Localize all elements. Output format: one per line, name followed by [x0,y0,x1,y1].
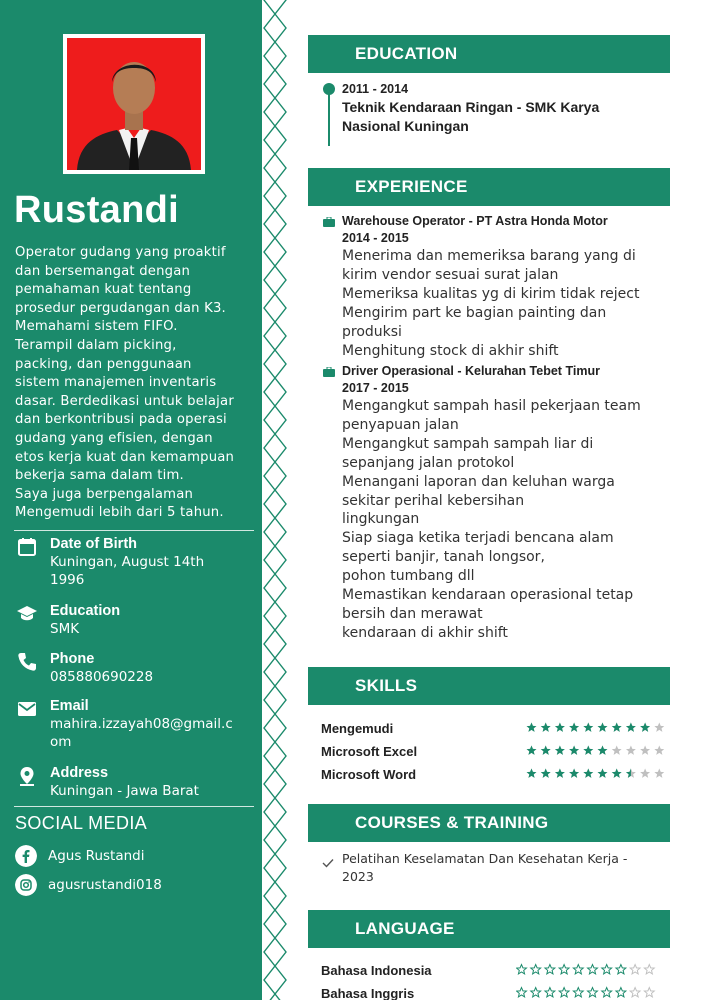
social-label: agusrustandi018 [48,877,162,893]
star-icon [527,746,537,755]
divider [14,530,254,531]
contact-value [50,553,260,589]
star-icon [640,723,650,732]
summary-line: Mengemudi lebih dari 5 tahun. [15,505,224,521]
contact-title: Address [50,765,109,781]
experience-task: penyapuan jalan [342,416,459,433]
star-icon [598,746,608,755]
facebook-icon [15,845,37,867]
star-icon [583,723,593,732]
skill-name: Microsoft Word [321,767,417,782]
contact-value [50,782,260,800]
contact-value [50,620,260,638]
instagram-icon [15,874,37,896]
social-item-facebook[interactable] [15,845,255,869]
skill-name: Mengemudi [321,721,394,736]
summary-line: sistem manajemen inventaris [15,375,217,391]
course-text-line: 2023 [342,869,374,884]
summary-line: prosedur pergudangan dan K3. [15,300,226,316]
star-icon [612,769,622,778]
experience-task: Memastikan kendaraan operasional tetap [342,587,634,604]
contact-value-line: om [50,734,72,750]
star-icon [541,723,551,732]
experience-task: Memeriksa kualitas yg di kirim tidak reject [342,285,640,302]
language-rating [516,985,658,1000]
experience-task: Menangani laporan dan keluhan warga [342,473,615,490]
star-icon [531,988,541,997]
language-rating [516,962,658,981]
summary-line: dan berkontribusi pada operasi [15,412,227,428]
experience-task: sekitar perihal kebersihan [342,492,525,509]
contact-value [50,668,260,686]
star-icon [626,723,636,732]
star-icon [541,746,551,755]
summary-line: Operator gudang yang proaktif [15,245,226,260]
contact-value-line: 085880690228 [50,669,154,685]
star-icon [654,769,664,778]
profile-summary [15,244,257,523]
language-name: Bahasa Inggris [321,986,415,1000]
skill-row [321,743,671,761]
star-icon [555,723,565,732]
experience-task: seperti banjir, tanah longsor, [342,549,545,566]
course-text-line: Pelatihan Keselamatan Dan Kesehatan Kerja - [342,851,628,866]
education-school [342,98,662,136]
contact-phone [15,650,255,690]
star-icon [598,723,608,732]
summary-line: pemahaman kuat tentang [15,282,192,298]
experience-tasks [342,397,662,643]
star-icon [612,723,622,732]
social-item-instagram[interactable] [15,874,255,898]
sidebar [0,0,262,1000]
contact-value-line: Kuningan, August 14th [50,554,205,570]
experience-entry [320,364,670,646]
star-icon [654,723,664,732]
star-icon [644,988,654,997]
star-icon [573,965,583,974]
summary-line: Saya juga berpengalaman [15,486,194,502]
star-icon [559,965,569,974]
contact-title: Education [50,603,121,619]
briefcase-icon [323,217,335,227]
experience-task: Menerima dan memeriksa barang yang di [342,248,636,264]
calendar-icon [17,537,37,557]
star-icon [569,769,579,778]
rating-stars [526,766,668,780]
contact-title: Email [50,698,89,714]
skill-name: Microsoft Excel [321,744,418,759]
social-label: Agus Rustandi [48,848,145,864]
experience-entry [320,214,670,362]
star-icon [527,723,537,732]
star-icon [517,988,527,997]
diamond-pattern-divider [262,0,288,1000]
contact-value [50,715,260,751]
section-header-skills: SKILLS [308,667,670,705]
star-icon [555,769,565,778]
contact-value-line: SMK [50,621,80,637]
star-icon [644,965,654,974]
social-media-title: SOCIAL MEDIA [15,813,148,833]
language-name: Bahasa Indonesia [321,963,432,978]
experience-task: bersih dan merawat [342,605,483,622]
rating-stars [526,720,668,734]
star-icon [545,988,555,997]
skill-row [321,766,671,784]
experience-task: Mengangkut sampah hasil pekerjaan team [342,398,641,414]
experience-task: produksi [342,323,402,340]
star-icon [602,965,612,974]
star-icon [626,769,636,778]
profile-photo [63,34,205,174]
summary-line: dasar. Berdedikasi untuk belajar [15,393,234,409]
star-icon [598,769,608,778]
experience-period: 2014 - 2015 [342,231,409,245]
star-icon [626,746,636,755]
section-header-language: LANGUAGE [308,910,670,948]
experience-tasks [342,247,662,360]
experience-task: Mengangkut sampah sampah liar di [342,435,594,452]
summary-line: etos kerja kuat dan kemampuan [15,449,235,465]
experience-task: Mengirim part ke bagian painting dan [342,304,607,321]
summary-line: packing, dan penggunaan [15,356,192,372]
course-text [342,850,652,886]
rating-stars [526,743,668,757]
section-header-education: EDUCATION [308,35,670,73]
skill-row [321,720,671,738]
briefcase-icon [323,367,335,377]
star-icon [517,965,527,974]
star-icon [527,769,537,778]
star-icon [555,746,565,755]
experience-task: pohon tumbang dll [342,568,475,585]
education-entry [320,80,670,150]
education-years: 2011 - 2014 [342,82,409,96]
section-header-courses: COURSES & TRAINING [308,804,670,842]
experience-task: sepanjang jalan protokol [342,454,515,471]
contact-value-line: Kuningan - Jawa Barat [50,783,199,799]
experience-task: Menghitung stock di akhir shift [342,342,559,359]
experience-task: lingkungan [342,511,420,528]
contact-email [15,697,255,755]
star-icon [616,988,626,997]
experience-task: kirim vendor sesuai surat jalan [342,266,559,283]
summary-line: Terampil dalam picking, [15,337,177,353]
skill-rating [526,720,668,739]
star-icon [531,965,541,974]
contact-value-line: mahira.izzayah08@gmail.c [50,716,233,732]
star-icon [640,769,650,778]
star-icon [583,769,593,778]
experience-task: kendaraan di akhir shift [342,624,508,641]
timeline-line [328,90,330,146]
profile-name: Rustandi [14,189,179,231]
star-icon [559,988,569,997]
star-icon [654,746,664,755]
graduation-cap-icon [17,604,37,624]
star-icon [602,988,612,997]
star-icon [583,746,593,755]
email-icon [17,699,37,719]
summary-line: dan bersemangat dengan [15,263,191,279]
star-icon [541,769,551,778]
star-icon [630,988,640,997]
star-icon [630,965,640,974]
checkmark-icon [322,858,334,868]
summary-line: bekerja sama dalam tim. [15,468,184,484]
experience-period: 2017 - 2015 [342,381,409,395]
contact-address [15,764,255,804]
contact-education [15,602,255,642]
star-icon [588,965,598,974]
star-icon [569,723,579,732]
profile-photo-image [67,38,201,170]
contact-date-of-birth [15,535,255,593]
education-school-line: Teknik Kendaraan Ringan - SMK Karya [342,99,600,115]
star-icon [573,988,583,997]
rating-stars [516,962,658,976]
star-icon [616,965,626,974]
star-icon [588,988,598,997]
language-row [321,962,671,980]
contact-title: Date of Birth [50,536,137,552]
star-icon [640,746,650,755]
skill-rating [526,743,668,762]
summary-line: Memahami sistem FIFO. [15,319,178,335]
section-header-experience: EXPERIENCE [308,168,670,206]
star-icon [612,746,622,755]
language-row [321,985,671,1000]
experience-role: Warehouse Operator - PT Astra Honda Motor [342,214,608,228]
star-icon [569,746,579,755]
education-school-line: Nasional Kuningan [342,118,469,134]
timeline-dot [323,83,335,95]
contact-value-line: 1996 [50,572,85,588]
contact-title: Phone [50,651,95,667]
skill-rating [526,766,668,785]
location-pin-icon [17,766,37,786]
rating-stars [516,985,658,999]
star-icon [545,965,555,974]
summary-line: gudang yang efisien, dengan [15,430,213,446]
experience-role: Driver Operasional - Kelurahan Tebet Timur [342,364,600,378]
divider [14,806,254,807]
experience-task: Siap siaga ketika terjadi bencana alam [342,530,614,547]
phone-icon [17,652,37,672]
